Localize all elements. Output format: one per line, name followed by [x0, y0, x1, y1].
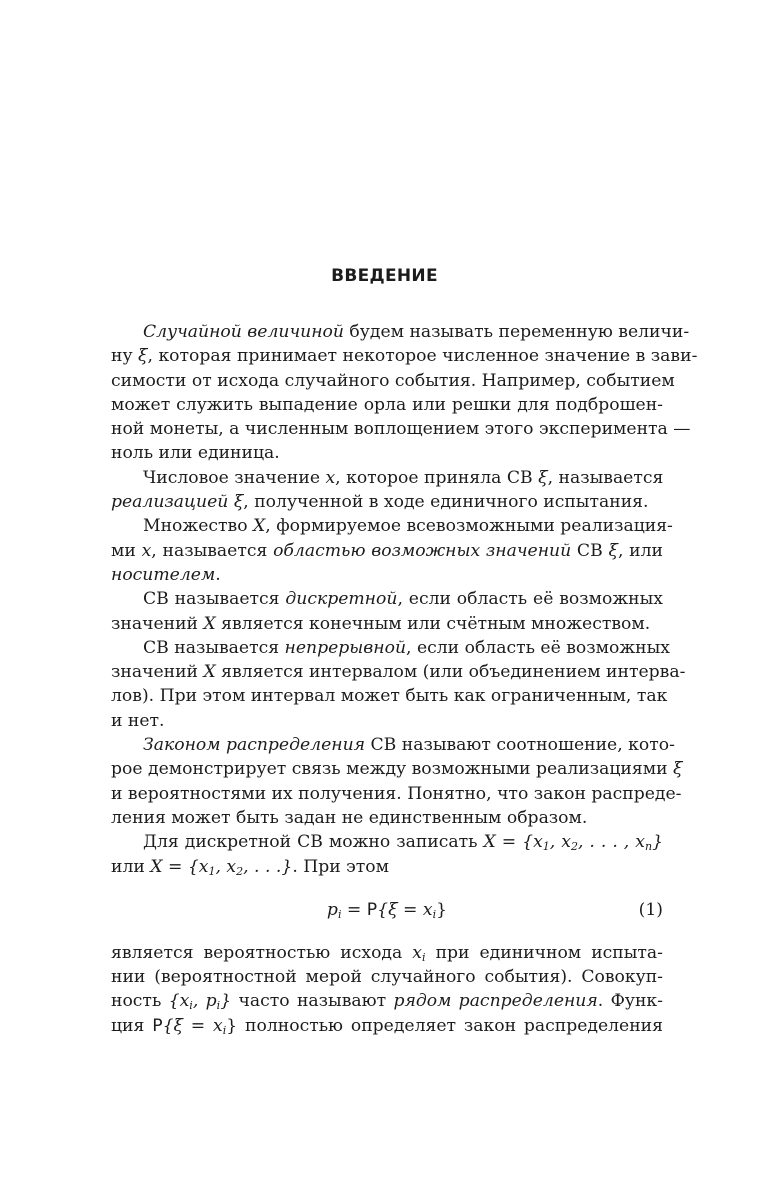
term-random-variable: Случайной величиной: [143, 322, 344, 342]
math-part: , x: [549, 832, 571, 853]
math-symbol: ξ: [608, 540, 618, 561]
text-span: ция: [111, 1015, 153, 1036]
paragraph-discrete: [111, 587, 663, 636]
term-distribution-law: Законом распределения: [143, 735, 366, 756]
chapter-title: ВВЕДЕНИЕ: [331, 266, 438, 286]
text-span: при единичном испыта-: [425, 942, 663, 963]
term-discrete: дискретной: [285, 589, 398, 610]
text-line: [111, 733, 675, 757]
math-part: , . . . , x: [577, 832, 645, 853]
text-line: [111, 1014, 663, 1038]
text-span: , если область её возможных: [397, 589, 663, 610]
math-expression: [483, 832, 663, 852]
text-line: [111, 636, 670, 660]
text-line: и нет.: [111, 710, 165, 731]
text-span: . При этом: [292, 856, 390, 877]
text-line: и вероятностями их получения. Понятно, что закон распреде-: [111, 783, 682, 804]
text-span: .: [215, 564, 221, 585]
math-part: {ξ = x: [162, 1015, 223, 1036]
text-line: [111, 490, 663, 514]
term-domain: областью возможных значений: [273, 540, 572, 561]
text-line: [111, 320, 690, 344]
text-line: [111, 344, 698, 368]
paragraph-continuous: [111, 636, 686, 733]
math-subscript: 1: [542, 840, 550, 854]
paragraph-discrete-set: [111, 830, 663, 879]
text-line: [111, 989, 663, 1013]
math-subscript: 2: [236, 864, 244, 878]
math-symbol: ξ: [138, 346, 148, 367]
text-line: ления может быть задан не единственным образом.: [111, 807, 588, 828]
text-span: полностью определяет закон распределения: [237, 1015, 663, 1036]
math-part: x: [412, 942, 422, 963]
text-line: [111, 757, 683, 781]
text-line: симости от исхода случайного события. Например, событием: [111, 370, 675, 391]
text-span: , или: [617, 540, 663, 561]
text-span: Множество: [143, 516, 254, 537]
math-symbol: X: [253, 516, 266, 537]
text-line: [111, 514, 673, 538]
math-part: X = {x: [483, 832, 543, 853]
math-symbol: ξ: [538, 467, 548, 488]
text-line: лов). При этом интервал может быть как ограниченным, так: [111, 686, 668, 707]
equation-1: [111, 886, 663, 934]
term-distribution-series: рядом распределения: [393, 991, 598, 1012]
math-part: {x: [168, 991, 190, 1012]
text-span: значений: [111, 613, 204, 634]
math-part: , p: [192, 991, 217, 1012]
equation-number: (1): [638, 899, 663, 920]
math-subscript: i: [432, 907, 437, 921]
paragraph-probability: [111, 941, 663, 1038]
text-span: является вероятностью исхода: [111, 942, 413, 963]
text-span: , которое приняла СВ: [335, 467, 539, 488]
math-part: , . . .}: [243, 856, 293, 877]
math-symbol: X: [203, 613, 216, 634]
text-line: [111, 539, 663, 563]
paragraph-distribution-law: [111, 733, 683, 830]
math-subscript: 1: [208, 864, 216, 878]
text-line: [111, 587, 663, 611]
text-line: [111, 612, 663, 636]
text-span: Для дискретной СВ можно записать: [143, 832, 484, 853]
math-subscript: 2: [570, 840, 578, 854]
text-span: ми: [111, 540, 142, 561]
text-line: [111, 830, 663, 854]
text-line: нии (вероятностной мерой случайного события). Совокуп-: [111, 967, 663, 988]
text-span: ность: [111, 991, 169, 1012]
math-part: p: [326, 899, 338, 920]
text-line: ноль или единица.: [111, 443, 280, 464]
term-continuous: непрерывной: [284, 637, 407, 658]
math-part: }: [220, 991, 232, 1012]
text-span: СВ: [571, 540, 609, 561]
math-symbol: x: [325, 467, 336, 488]
text-span: является конечным или счётным множеством.: [215, 613, 651, 634]
math-symbol: ξ: [673, 759, 683, 780]
text-span: , формируемое всевозможными реализация-: [265, 516, 673, 537]
text-line: [111, 660, 686, 684]
text-line: [111, 855, 663, 879]
text-span: рое демонстрирует связь между возможными реализациями: [111, 759, 674, 780]
math-expression: [150, 857, 292, 877]
text-span: СВ называется: [143, 637, 285, 658]
math-subscript: i: [222, 1023, 227, 1037]
text-span: , называется: [151, 540, 274, 561]
math-part: {ξ = x: [377, 899, 433, 920]
math-subscript: i: [189, 999, 193, 1013]
math-symbol: x: [141, 540, 152, 561]
text-span: Числовое значение: [143, 467, 326, 488]
text-span: часто называют: [231, 991, 394, 1012]
math-subscript: i: [337, 907, 342, 921]
math-part: , x: [215, 856, 237, 877]
paragraph-random-variable: [111, 320, 698, 466]
text-line: ной монеты, а численным воплощением этого эксперимента —: [111, 419, 691, 440]
text-span: , называется: [547, 467, 664, 488]
probability-operator: P: [152, 1015, 163, 1036]
body-text: [111, 320, 698, 1038]
text-span: будем называть переменную величи-: [343, 322, 690, 342]
math-part: =: [341, 899, 367, 920]
text-line: [111, 941, 663, 965]
equation-body: [327, 900, 447, 920]
text-span: или: [111, 856, 151, 877]
text-span: . Функ-: [597, 991, 663, 1012]
text-line: [111, 466, 663, 490]
term-realization: реализацией: [111, 492, 229, 513]
text-span: является интервалом (или объединением интерва-: [215, 662, 686, 683]
text-span: СВ называют соотношение, кото-: [365, 735, 675, 756]
paragraph-domain: [111, 514, 673, 587]
probability-operator: P: [366, 899, 378, 920]
text-span: ну: [111, 346, 139, 367]
text-line: может служить выпадение орла или решки для подброшен-: [111, 394, 663, 415]
math-subscript: i: [216, 999, 221, 1013]
math-symbol: X: [203, 662, 216, 683]
text-span: значений: [111, 662, 204, 683]
math-part: }: [436, 899, 448, 920]
math-expression: [169, 991, 231, 1011]
text-span: СВ называется: [143, 589, 286, 610]
text-span: , если область её возможных: [406, 637, 670, 658]
math-subscript: n: [644, 840, 653, 854]
math-symbol: ξ: [228, 492, 244, 513]
math-part: X = {x: [150, 856, 209, 877]
math-subscript: i: [422, 950, 426, 964]
paragraph-realization: [111, 466, 663, 515]
math-part: }: [226, 1015, 238, 1036]
term-carrier: носителем: [111, 564, 216, 585]
math-part: }: [652, 832, 663, 853]
text-line: [111, 563, 663, 587]
text-span: , которая принимает некоторое численное значение в зави-: [147, 346, 698, 367]
text-span: , полученной в ходе единичного испытания.: [243, 492, 649, 513]
